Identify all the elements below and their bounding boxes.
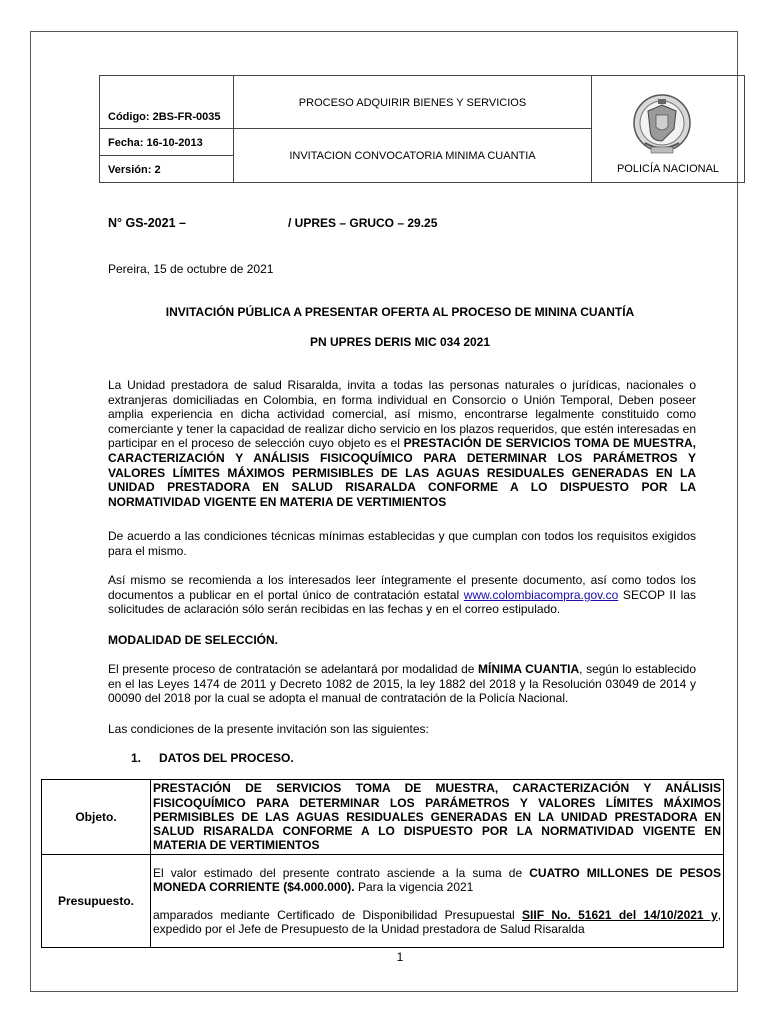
date-version-cell [99,128,234,183]
cdp-text: amparados mediante Certificado de Disponibilidad Presupuestal [153,908,523,922]
invitation-title: INVITACIÓN PÚBLICA A PRESENTAR OFERTA AL PROCESO DE MININA CUANTÍA [165,305,635,319]
colombiacompra-link[interactable]: www.colombiacompra.gov.co [463,587,619,602]
budget-amount: CUATRO MILLONES DE PESOS MONEDA CORRIENTE ($4.000.000). [153,865,721,894]
section-title: DATOS DEL PROCESO. [159,751,294,765]
modalidad-paragraph [108,662,696,706]
recommendation-text-end: SECOP II las solicitudes de aclaración sólo serán recibidas en las fechas y en el correo estipulado. [108,587,696,617]
presupuesto-value [151,855,724,948]
document-date: Fecha: 16-10-2013 [108,137,203,149]
conditions-intro: Las condiciones de la presente invitación son las siguientes: [108,722,429,736]
intro-object: PRESTACIÓN DE SERVICIOS TOMA DE MUESTRA, CARACTERIZACIÓN Y ANÁLISIS FISICOQUÍMICO PARA DETERMINAR LOS PARÁMETROS Y VALORES LÍMITES MÁXIMOS PERMISIBLES DE LAS AGUAS RESIDUALES GENERADAS EN LA UNIDAD PRESTADORA EN SALUD RISARALDA CONFORME A LO DISPUESTO POR LA NORMATIVIDAD VIGENTE EN MATERIA DE VERTIMIENTOS [108,436,696,509]
cdp-number: SIIF No. 51621 del 14/10/2021 y [522,908,718,922]
objeto-value: PRESTACIÓN DE SERVICIOS TOMA DE MUESTRA, CARACTERIZACIÓN Y ANÁLISIS FISICOQUÍMICO PARA DETERMINAR LOS PARÁMETROS Y VALORES LÍMITES MÁXIMOS PERMISIBLES DE LAS AGUAS RESIDUALES GENERADAS EN LA UNIDAD PRESTADORA EN SALUD RISARALDA CONFORME A LO DISPUESTO POR LA NORMATIVIDAD VIGENTE EN MATERIA DE VERTIMIENTOS [151,780,724,855]
intro-paragraph [108,378,696,509]
page-number: 1 [396,950,404,964]
organization-name: POLICÍA NACIONAL [616,163,720,175]
police-seal-icon [631,91,693,159]
process-cell [233,75,592,129]
code-cell [99,75,234,129]
invitation-type: INVITACION CONVOCATORIA MINIMA CUANTIA [289,150,536,162]
modalidad-heading: MODALIDAD DE SELECCIÓN. [108,633,279,647]
budget-text: El valor estimado del presente contrato asciende a la suma de [153,865,530,880]
modalidad-text-end: , según lo establecido en el las Leyes 1474 de 2011 y Decreto 1082 de 2015, la ley 1882 del 2018 y la Resolución 03049 de 2014 y 00090 del 2018 por la cual se adopta el manual de contratación de la Policía Nacional. [108,662,696,706]
intro-text: La Unidad prestadora de salud Risaralda, invita a todas las personas naturales o jurídicas, nacionales o extranjeras domiciliadas en Colombia, en forma individual en Consorcio o Unión Temporal, Deben poseer amplia experiencia en dicha actividad comercial, así mismo, encontrarse legalmente constituido como comerciante y tener la capacidad de realizar dicho servicio en los plazos requeridos, que estén interesadas en participar en el proceso de selección cuyo objeto es el [108,378,696,451]
budget-year: Para la vigencia 2021 [354,879,474,894]
cdp-text-end: , expedido por el Jefe de Presupuesto de la Unidad prestadora de Salud Risaralda [153,908,721,937]
reference-number: N° GS-2021 – [108,216,186,230]
table-row [42,855,724,948]
process-code: PN UPRES DERIS MIC 034 2021 [309,335,491,349]
reference-code: / UPRES – GRUCO – 29.25 [288,216,438,230]
invitation-cell [233,128,592,183]
place-date: Pereira, 15 de octubre de 2021 [108,262,274,276]
document-version: Versión: 2 [108,164,161,176]
presupuesto-amount [153,866,721,894]
objeto-label: Objeto. [42,780,151,855]
modalidad-type: MÍNIMA CUANTIA [478,662,580,676]
presupuesto-cdp [153,908,721,936]
process-name: PROCESO ADQUIRIR BIENES Y SERVICIOS [298,97,527,109]
section-number: 1. [131,751,142,765]
document-code: Código: 2BS-FR-0035 [108,111,221,123]
recommendation-text: Así mismo se recomienda a los interesados leer íntegramente el presente documento, así como todos los documentos a publicar en el portal único de contratación estatal [108,573,696,602]
recommendation-paragraph [108,573,696,617]
modalidad-text: El presente proceso de contratación se adelantará por modalidad de [108,662,479,676]
table-row [42,780,724,855]
presupuesto-label: Presupuesto. [42,855,151,948]
requirements-paragraph: De acuerdo a las condiciones técnicas mínimas establecidas y que cumplan con todos los requisitos exigidos para el mismo. [108,529,696,558]
process-data-table [41,779,724,948]
